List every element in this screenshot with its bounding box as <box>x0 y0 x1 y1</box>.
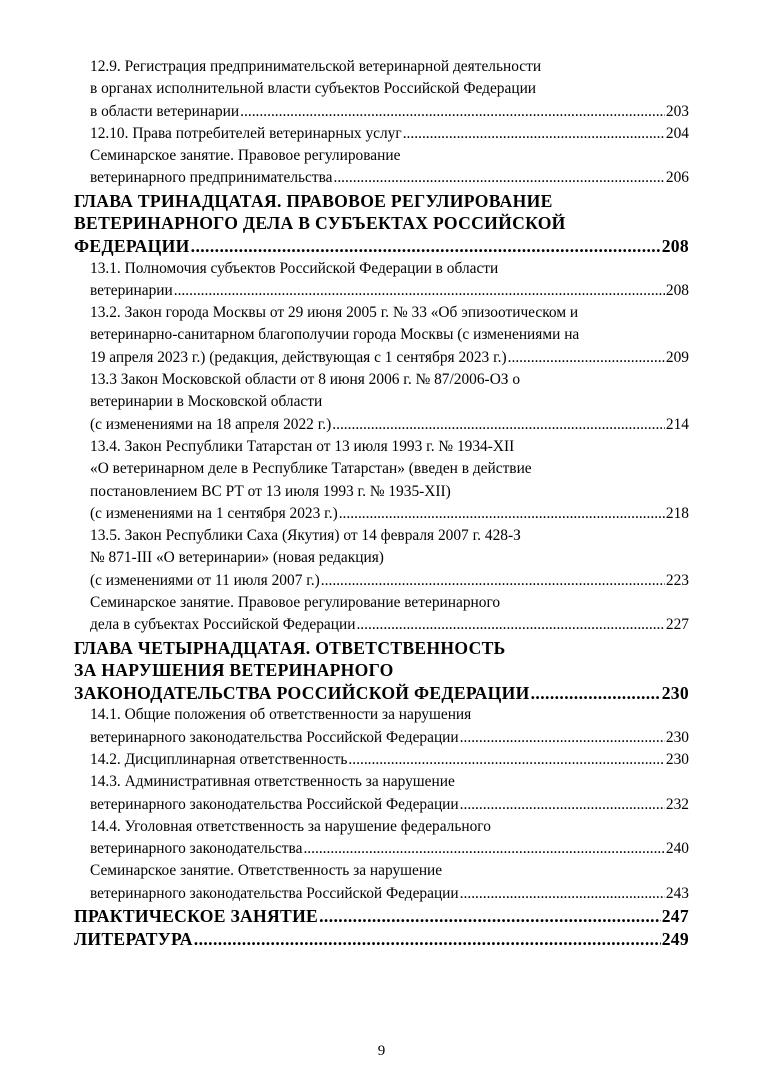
toc-entry-text: 12.10. Права потребителей ветеринарных услуг <box>90 124 402 142</box>
toc-entry-text: ветеринарно-санитарном благополучии города Москвы (с изменениями на <box>90 326 580 344</box>
toc-page-number: 249 <box>661 928 689 949</box>
toc-chapter-text: ЛИТЕРАТУРА <box>74 928 193 949</box>
toc-entry-text: ветеринарии <box>90 281 173 299</box>
table-of-contents <box>74 56 689 950</box>
toc-page-number: 240 <box>665 840 689 858</box>
toc-entry-text: 14.2. Дисциплинарная ответственность <box>90 750 348 768</box>
toc-page-number: 227 <box>665 616 689 634</box>
toc-entry-14-1[interactable] <box>74 704 689 749</box>
toc-entry-13-4[interactable] <box>74 436 689 525</box>
toc-entry-text: 13.5. Закон Республики Саха (Якутия) от 14 февраля 2007 г. 428-З <box>90 527 521 545</box>
toc-entry-14-4[interactable] <box>74 816 689 861</box>
toc-entry-text: 19 апреля 2023 г.) (редакция, действующая с 1 сентября 2023 г.) <box>90 348 507 366</box>
toc-entry-13-5[interactable] <box>74 525 689 592</box>
toc-entry-text: Семинарское занятие. Ответственность за нарушение <box>90 862 443 880</box>
toc-entry-text: «О ветеринарном деле в Республике Татарстан» (введен в действие <box>90 460 532 478</box>
toc-chapter-text: ПРАКТИЧЕСКОЕ ЗАНЯТИЕ <box>74 906 319 927</box>
toc-chapter-13[interactable] <box>74 190 689 258</box>
toc-entry-text: Семинарское занятие. Правовое регулирование <box>90 147 401 165</box>
toc-entry-14-2[interactable] <box>74 749 689 771</box>
dot-leader <box>531 682 661 705</box>
dot-leader <box>319 905 661 928</box>
toc-entry-text: 13.2. Закон города Москвы от 29 июня 2005 г. № 33 «Об эпизоотическом и <box>90 304 579 322</box>
toc-chapter-text: ВЕТЕРИНАРНОГО ДЕЛА В СУБЪЕКТАХ РОССИЙСКОЙ <box>74 213 566 234</box>
toc-entry-text: 14.3. Административная ответственность за нарушение <box>90 773 455 791</box>
toc-entry-text: ветеринарного предпринимательства <box>90 169 333 187</box>
toc-page-number: 230 <box>661 682 689 703</box>
toc-entry-text: 13.3 Закон Московской области от 8 июня 2006 г. № 87/2006-ОЗ о <box>90 371 521 389</box>
toc-entry-text: ветеринарного законодательства <box>90 840 303 858</box>
toc-entry-text: ветеринарии в Московской области <box>90 393 323 411</box>
toc-page-number: 203 <box>665 102 689 120</box>
dot-leader <box>348 749 664 771</box>
toc-entry-seminar-13[interactable] <box>74 592 689 637</box>
dot-leader <box>194 928 661 951</box>
toc-page-number: 230 <box>665 728 689 746</box>
dot-leader <box>339 503 665 525</box>
toc-entry-text: (с изменениями на 18 апреля 2022 г.) <box>90 415 332 433</box>
dot-leader <box>174 280 665 302</box>
toc-chapter-14[interactable] <box>74 637 689 705</box>
toc-page-number: 232 <box>665 795 689 813</box>
toc-page-number: 206 <box>665 169 689 187</box>
toc-page-number: 223 <box>665 571 689 589</box>
dot-leader <box>191 235 661 258</box>
toc-entry-text: ветеринарного законодательства Российской Федерации <box>90 884 459 902</box>
toc-entry-text: 13.4. Закон Республики Татарстан от 13 июля 1993 г. № 1934-XII <box>90 437 515 455</box>
toc-entry-text: ветеринарного законодательства Российской Федерации <box>90 795 459 813</box>
toc-entry-14-3[interactable] <box>74 771 689 816</box>
toc-entry-text: 12.9. Регистрация предпринимательской ветеринарной деятельности <box>90 58 542 75</box>
toc-chapter-text: ЗА НАРУШЕНИЯ ВЕТЕРИНАРНОГО <box>74 660 394 681</box>
dot-leader <box>356 614 664 636</box>
toc-entry-text: 14.4. Уголовная ответственность за нарушение федерального <box>90 817 491 835</box>
dot-leader <box>403 123 665 145</box>
dot-leader <box>460 794 665 816</box>
dot-leader <box>508 347 665 369</box>
toc-chapter-text: ФЕДЕРАЦИИ <box>74 235 190 256</box>
dot-leader <box>333 167 664 189</box>
toc-entry-seminar-14[interactable] <box>74 860 689 905</box>
dot-leader <box>303 838 664 860</box>
dot-leader <box>460 727 665 749</box>
toc-entry-text: 14.1. Общие положения об ответственности за нарушения <box>90 706 472 724</box>
toc-literature[interactable] <box>74 928 689 951</box>
toc-entry-13-2[interactable] <box>74 302 689 369</box>
toc-page-number: 208 <box>665 281 689 299</box>
toc-entry-text: Семинарское занятие. Правовое регулирование ветеринарного <box>90 594 501 612</box>
dot-leader <box>460 883 665 905</box>
toc-page-number: 218 <box>665 504 689 522</box>
toc-page-number: 204 <box>665 124 689 142</box>
toc-chapter-text: ГЛАВА ТРИНАДЦАТАЯ. ПРАВОВОЕ РЕГУЛИРОВАНИЕ <box>74 190 553 211</box>
dot-leader <box>332 414 665 436</box>
toc-page-number: 230 <box>665 750 689 768</box>
toc-practical-lesson[interactable] <box>74 905 689 928</box>
toc-entry-text: ветеринарного законодательства Российской Федерации <box>90 728 459 746</box>
toc-entry-12-10[interactable] <box>74 123 689 145</box>
page-number: 9 <box>377 1043 386 1059</box>
toc-page-number: 214 <box>665 415 689 433</box>
toc-chapter-text: ГЛАВА ЧЕТЫРНАДЦАТАЯ. ОТВЕТСТВЕННОСТЬ <box>74 637 506 658</box>
toc-entry-text: постановлением ВС РТ от 13 июля 1993 г. № 1935-XII) <box>90 482 451 500</box>
toc-entry-text: (с изменениями от 11 июля 2007 г.) <box>90 571 320 589</box>
toc-entry-text: в органах исполнительной власти субъектов Российской Федерации <box>90 80 537 98</box>
toc-entry-13-3[interactable] <box>74 369 689 436</box>
toc-entry-text: (с изменениями на 1 сентября 2023 г.) <box>90 504 338 522</box>
toc-entry-text: 13.1. Полномочия субъектов Российской Федерации в области <box>90 259 499 277</box>
toc-entry-text: в области ветеринарии <box>90 102 240 120</box>
toc-chapter-text: ЗАКОНОДАТЕЛЬСТВА РОССИЙСКОЙ ФЕДЕРАЦИИ <box>74 682 530 703</box>
dot-leader <box>240 101 665 123</box>
toc-entry-text: дела в субъектах Российской Федерации <box>90 616 356 634</box>
toc-entry-seminar-12[interactable] <box>74 145 689 190</box>
toc-entry-text: № 871-III «О ветеринарии» (новая редакция) <box>90 549 384 567</box>
toc-page-number: 247 <box>661 906 689 927</box>
dot-leader <box>321 570 665 592</box>
toc-page-number: 208 <box>661 235 689 256</box>
toc-page-number: 209 <box>665 348 689 366</box>
toc-page-number: 243 <box>665 884 689 902</box>
toc-entry-12-9[interactable] <box>74 56 689 123</box>
toc-entry-13-1[interactable] <box>74 258 689 303</box>
